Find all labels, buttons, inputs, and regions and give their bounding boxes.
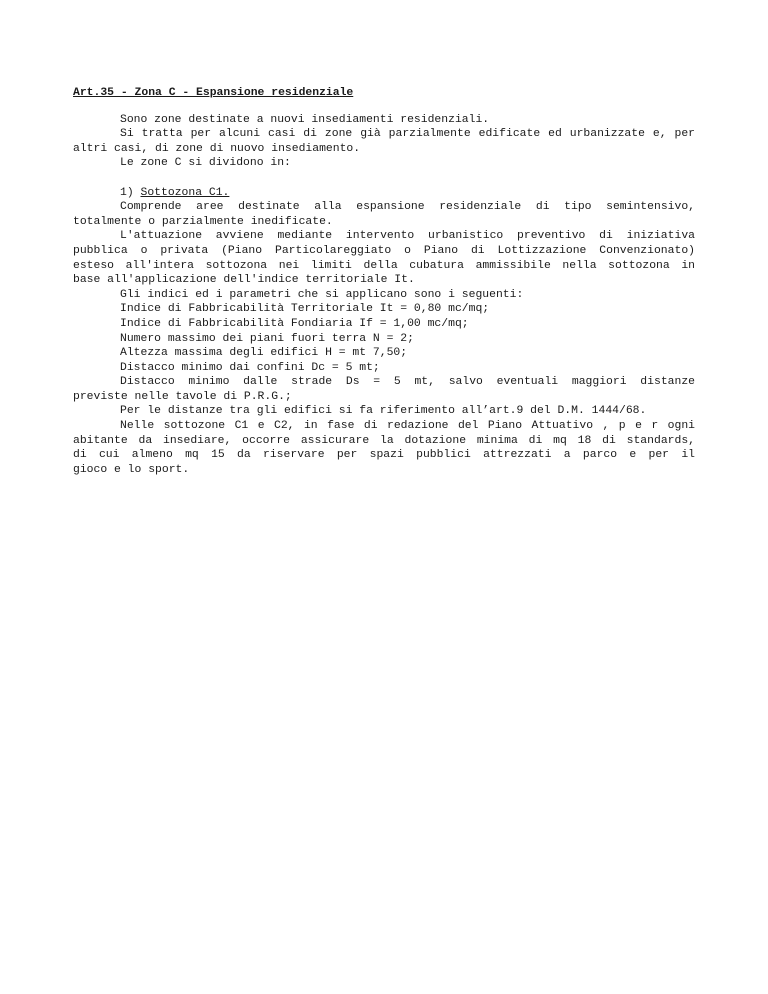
section-number: 1) xyxy=(120,186,141,199)
paragraph-line: L'attuazione avviene mediante intervento urbanistico preventivo di iniziativa xyxy=(120,230,695,243)
paragraph-line: esteso all'intera sottozona nei limiti della cubatura ammissibile nella sottozona in xyxy=(73,259,695,272)
document-text xyxy=(73,86,695,477)
paragraph-line: Numero massimo dei piani fuori terra N = 2; xyxy=(120,332,414,345)
paragraph-line: Distacco minimo dai confini Dc = 5 mt; xyxy=(120,361,380,374)
paragraph-line: Le zone C si dividono in: xyxy=(120,157,291,170)
paragraph-line: base all'applicazione dell'indice territoriale It. xyxy=(73,274,415,287)
section-heading: Sottozona C1. xyxy=(140,186,230,199)
article-title: Art.35 - Zona C - Espansione residenziale xyxy=(73,87,354,99)
paragraph-line: Nelle sottozone C1 e C2, in fase di redazione del Piano Attuativo , p e r ogni xyxy=(120,420,695,433)
paragraph-line: Si tratta per alcuni casi di zone già parzialmente edificate ed urbanizzate e, per xyxy=(120,128,695,141)
paragraph-line: di cui almeno mq 15 da riservare per spazi pubblici attrezzati a parco e per il xyxy=(73,449,695,462)
blank-line xyxy=(73,171,695,186)
paragraph-line: altri casi, di zone di nuovo insediamento. xyxy=(73,142,361,155)
paragraph-line: pubblica o privata (Piano Particolareggiato o Piano di Lottizzazione Convenzionato) xyxy=(73,244,695,257)
paragraph-line: Indice di Fabbricabilità Fondiaria If = 1,00 mc/mq; xyxy=(120,317,469,330)
section-heading-line xyxy=(73,186,695,201)
paragraph-line: totalmente o parzialmente inedificate. xyxy=(73,215,333,228)
paragraph-line: Altezza massima degli edifici H = mt 7,50; xyxy=(120,347,408,360)
paragraph-line: Distacco minimo dalle strade Ds = 5 mt, salvo eventuali maggiori distanze xyxy=(120,376,695,389)
paragraph-line: Gli indici ed i parametri che si applicano sono i seguenti: xyxy=(120,288,524,301)
paragraph-line: abitante da insediare, occorre assicurare la dotazione minima di mq 18 di standards, xyxy=(73,434,695,447)
paragraph-line: previste nelle tavole di P.R.G.; xyxy=(73,390,292,403)
paragraph-line: Indice di Fabbricabilità Territoriale It = 0,80 mc/mq; xyxy=(120,303,490,316)
paragraph-line: gioco e lo sport. xyxy=(73,463,190,476)
paragraph-line: Per le distanze tra gli edifici si fa riferimento all’art.9 del D.M. 1444/68. xyxy=(120,405,647,418)
paragraph-line: Sono zone destinate a nuovi insediamenti residenziali. xyxy=(120,113,490,126)
paragraph-line: Comprende aree destinate alla espansione residenziale di tipo semintensivo, xyxy=(120,201,695,214)
